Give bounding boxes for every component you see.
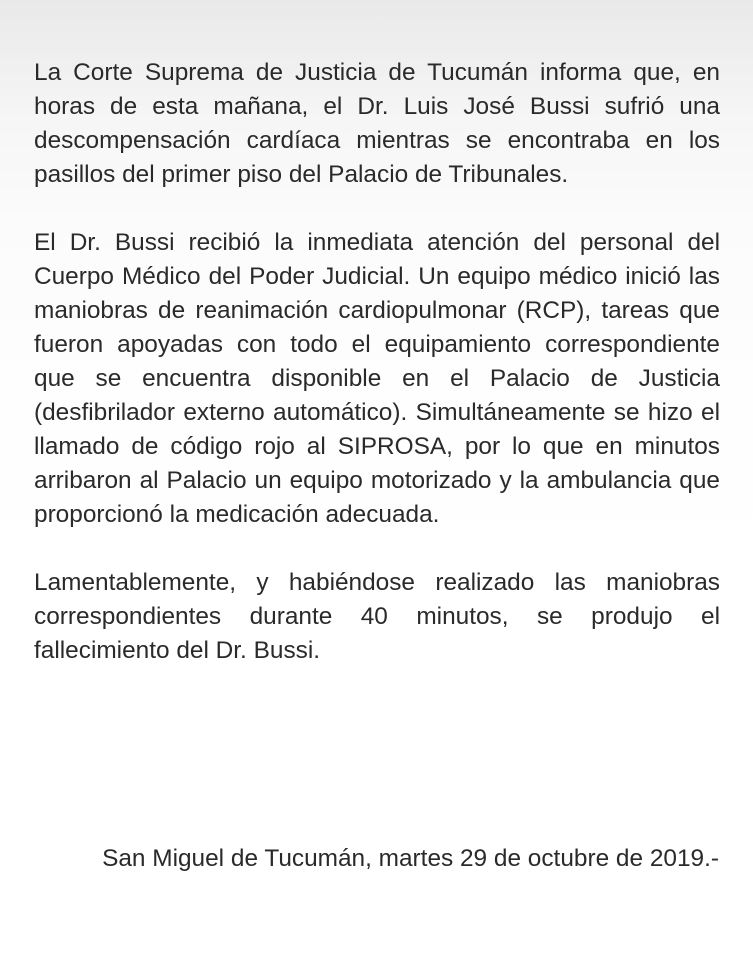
paragraph-incident: La Corte Suprema de Justicia de Tucumán informa que, en horas de esta mañana, el Dr. Luis José Bussi sufrió una descompensación cardíaca mientras se encontraba en los pasillos del primer piso del Palacio de Tribunales. [34,59,720,188]
place-date-signature: San Miguel de Tucumán, martes 29 de octubre de 2019.- [102,845,719,872]
paragraph-outcome: Lamentablemente, y habiéndose realizado las maniobras correspondientes durante 40 minutos, se produjo el fallecimiento del Dr. Bussi. [34,569,720,664]
paragraph-medical-response: El Dr. Bussi recibió la inmediata atención del personal del Cuerpo Médico del Poder Judicial. Un equipo médico inició las maniobras de reanimación cardiopulmonar (RCP), tareas que fueron apoyadas con todo el equipamiento correspondiente que se encuentra disponible en el Palacio de Justicia (desfibrilador externo automático). Simultáneamente se hizo el llamado de código rojo al SIPROSA, por lo que en minutos arribaron al Palacio un equipo motorizado y la ambulancia que proporcionó la medicación adecuada. [34,229,720,528]
statement-body [34,56,720,668]
